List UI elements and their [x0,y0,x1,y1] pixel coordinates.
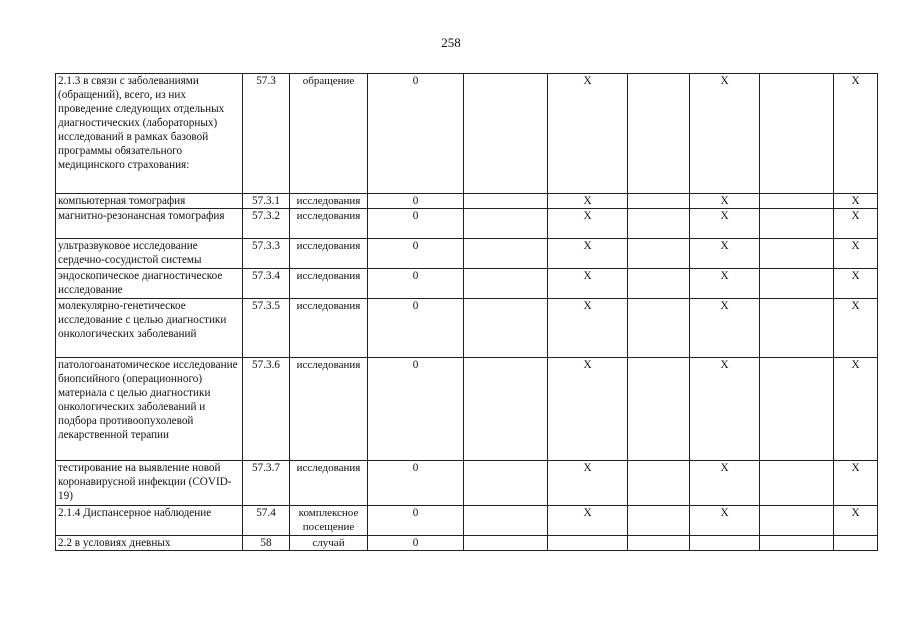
table-row [56,239,878,269]
row-code: 57.3.3 [243,239,290,269]
row-cell-5 [464,209,548,239]
row-cell-7 [628,358,690,461]
row-cell-10 [834,536,878,551]
row-cell-5 [464,506,548,536]
row-name: магнитно-резонансная томография [56,209,243,239]
row-code: 57.3.1 [243,194,290,209]
row-name: патологоанатомическое исследование биопсийного (операционного) материала с целью диагностики онкологических заболеваний и подбора противоопухолевой лекарственной терапии [56,358,243,461]
row-name: компьютерная томография [56,194,243,209]
page-number: 258 [441,35,461,50]
row-cell-7 [628,536,690,551]
row-cell-10: X [834,299,878,358]
row-cell-7 [628,74,690,194]
row-unit: исследования [290,299,368,358]
row-cell-7 [628,239,690,269]
row-cell-9 [760,74,834,194]
row-name: молекулярно-генетическое исследование с целью диагностики онкологических заболеваний [56,299,243,358]
row-cell-6: X [548,461,628,506]
row-cell-5 [464,269,548,299]
row-cell-9 [760,536,834,551]
row-cell-9 [760,239,834,269]
table-row [56,536,878,551]
row-cell-9 [760,194,834,209]
row-cell-6: X [548,506,628,536]
row-cell-10: X [834,506,878,536]
data-table [55,73,878,551]
row-name: 2.2 в условиях дневных [56,536,243,551]
table-row [56,506,878,536]
row-value: 0 [368,358,464,461]
row-unit: комплексное посещение [290,506,368,536]
row-cell-9 [760,461,834,506]
table-row [56,269,878,299]
row-cell-6: X [548,239,628,269]
table-row [56,194,878,209]
row-cell-6 [548,536,628,551]
row-unit: исследования [290,269,368,299]
row-value: 0 [368,461,464,506]
row-cell-6: X [548,194,628,209]
row-cell-8 [690,536,760,551]
table-row [56,299,878,358]
row-unit: исследования [290,358,368,461]
row-cell-9 [760,299,834,358]
row-cell-10: X [834,239,878,269]
row-cell-5 [464,461,548,506]
row-code: 57.3.2 [243,209,290,239]
row-cell-7 [628,299,690,358]
row-cell-8: X [690,506,760,536]
row-cell-10: X [834,269,878,299]
row-cell-6: X [548,358,628,461]
row-cell-8: X [690,74,760,194]
row-value: 0 [368,269,464,299]
row-cell-8: X [690,358,760,461]
row-cell-5 [464,358,548,461]
row-code: 57.3.4 [243,269,290,299]
row-code: 57.3 [243,74,290,194]
row-name: тестирование на выявление новой коронавирусной инфекции (COVID-19) [56,461,243,506]
row-cell-8: X [690,461,760,506]
row-cell-9 [760,506,834,536]
row-unit: исследования [290,209,368,239]
table-row [56,74,878,194]
row-cell-7 [628,269,690,299]
row-cell-5 [464,536,548,551]
row-name: 2.1.3 в связи с заболеваниями (обращений), всего, из них проведение следующих отдельных диагностических (лабораторных) исследований в рамках базовой программы обязательного медицинского страхования: [56,74,243,194]
row-value: 0 [368,506,464,536]
row-cell-8: X [690,194,760,209]
row-cell-5 [464,299,548,358]
row-cell-8: X [690,209,760,239]
row-value: 0 [368,194,464,209]
row-cell-9 [760,358,834,461]
row-cell-10: X [834,194,878,209]
row-code: 57.3.7 [243,461,290,506]
row-code: 57.3.5 [243,299,290,358]
row-value: 0 [368,299,464,358]
row-cell-7 [628,461,690,506]
row-unit: исследования [290,239,368,269]
row-name: эндоскопическое диагностическое исследование [56,269,243,299]
row-value: 0 [368,239,464,269]
row-cell-8: X [690,239,760,269]
row-cell-6: X [548,269,628,299]
row-value: 0 [368,536,464,551]
row-name: ультразвуковое исследование сердечно-сосудистой системы [56,239,243,269]
row-cell-7 [628,194,690,209]
row-code: 58 [243,536,290,551]
row-name: 2.1.4 Диспансерное наблюдение [56,506,243,536]
row-cell-9 [760,269,834,299]
row-unit: случай [290,536,368,551]
row-value: 0 [368,74,464,194]
row-value: 0 [368,209,464,239]
row-unit: исследования [290,194,368,209]
row-cell-6: X [548,209,628,239]
table-row [56,461,878,506]
row-cell-8: X [690,299,760,358]
row-cell-7 [628,506,690,536]
row-unit: обращение [290,74,368,194]
row-cell-10: X [834,209,878,239]
table-row [56,358,878,461]
row-cell-7 [628,209,690,239]
row-cell-10: X [834,358,878,461]
row-cell-6: X [548,299,628,358]
row-cell-8: X [690,269,760,299]
row-cell-10: X [834,461,878,506]
row-cell-5 [464,74,548,194]
row-cell-10: X [834,74,878,194]
row-code: 57.4 [243,506,290,536]
row-cell-5 [464,239,548,269]
row-unit: исследования [290,461,368,506]
row-cell-6: X [548,74,628,194]
table-row [56,209,878,239]
row-cell-9 [760,209,834,239]
row-cell-5 [464,194,548,209]
row-code: 57.3.6 [243,358,290,461]
